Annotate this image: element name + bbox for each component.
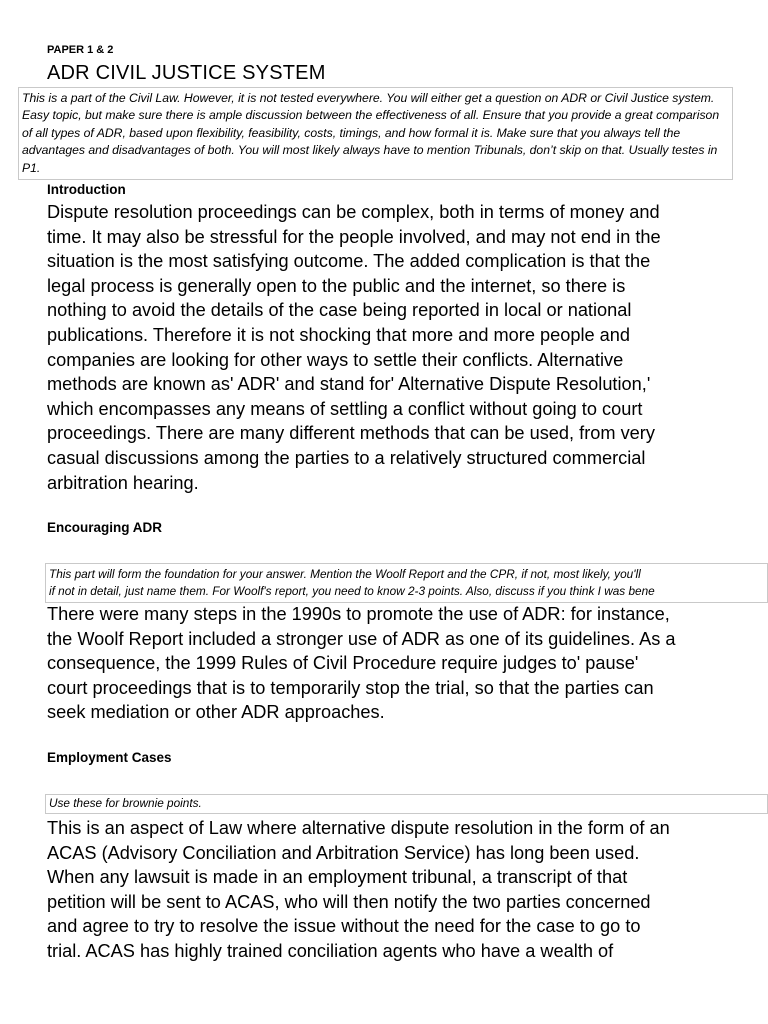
instruction-note-box <box>18 87 733 180</box>
section-heading-encouraging-adr: Encouraging ADR <box>47 520 163 535</box>
paragraph-line: and agree to try to resolve the issue without the need for the case to go to <box>47 916 641 937</box>
paragraph-line: which encompasses any means of settling a conflict without going to court <box>47 398 643 419</box>
paragraph-line: companies are looking for other ways to settle their conflicts. Alternative <box>47 349 624 370</box>
paragraph-line: casual discussions among the parties to a relatively structured commercial <box>47 447 646 468</box>
paragraph-line: methods are known as' ADR' and stand for' Alternative Dispute Resolution,' <box>47 374 651 395</box>
employment-cases-paragraph <box>47 816 747 964</box>
paragraph-line: situation is the most satisfying outcome. The added complication is that the <box>47 251 651 272</box>
paragraph-line: nothing to avoid the details of the case being reported in local or national <box>47 300 632 321</box>
paragraph-line: legal process is generally open to the public and the internet, so there is <box>47 275 626 296</box>
instruction-note-text: This is a part of the Civil Law. However, it is not tested everywhere. You will either get a question on ADR or Civil Justice system. Easy topic, but make sure there is ample discussion between the effectiveness of all. Ensure that you provide a great comparison of all types of ADR, based upon flexibility, feasibility, costs, timings, and how formal it is. Make sure that you always tell the advantages and disadvantages of both. You will most likely always have to mention Tribunals, don’t skip on that. Usually testes in P1. <box>22 91 720 175</box>
paragraph-line: the Woolf Report included a stronger use of ADR as one of its guidelines. As a <box>47 628 676 649</box>
paragraph-line: Dispute resolution proceedings can be complex, both in terms of money and <box>47 202 660 222</box>
page-title: ADR CIVIL JUSTICE SYSTEM <box>47 62 326 84</box>
paragraph-line: This is an aspect of Law where alternative dispute resolution in the form of an <box>47 818 670 838</box>
paragraph-line: petition will be sent to ACAS, who will then notify the two parties concerned <box>47 891 651 912</box>
paragraph-line: There were many steps in the 1990s to promote the use of ADR: for instance, <box>47 604 670 624</box>
brownie-note-box <box>45 794 768 814</box>
paragraph-line: publications. Therefore it is not shocking that more and more people and <box>47 324 631 345</box>
paper-label: PAPER 1 & 2 <box>47 44 114 56</box>
woolf-note-box <box>45 563 768 603</box>
paragraph-line: arbitration hearing. <box>47 472 199 493</box>
section-heading-employment-cases: Employment Cases <box>47 750 172 765</box>
paragraph-line: ACAS (Advisory Conciliation and Arbitration Service) has long been used. <box>47 842 640 863</box>
paragraph-line: trial. ACAS has highly trained conciliation agents who have a wealth of <box>47 940 614 961</box>
encouraging-adr-paragraph <box>47 602 747 725</box>
paragraph-line: proceedings. There are many different methods that can be used, from very <box>47 423 655 444</box>
paragraph-line: time. It may also be stressful for the people involved, and may not end in the <box>47 226 661 247</box>
section-heading-introduction: Introduction <box>47 182 126 197</box>
paragraph-line: court proceedings that is to temporarily stop the trial, so that the parties can <box>47 677 654 698</box>
paragraph-line: consequence, the 1999 Rules of Civil Procedure require judges to' pause' <box>47 653 639 674</box>
introduction-paragraph <box>47 200 747 495</box>
woolf-note-line: if not in detail, just name them. For Woolf's report, you need to know 2-3 points. Also, discuss if you think I was bene <box>49 583 655 598</box>
paragraph-line: When any lawsuit is made in an employment tribunal, a transcript of that <box>47 867 628 888</box>
brownie-note-text: Use these for brownie points. <box>49 796 202 810</box>
woolf-note-line: This part will form the foundation for your answer. Mention the Woolf Report and the CPR, if not, most likely, you'll <box>49 567 641 581</box>
paragraph-line: seek mediation or other ADR approaches. <box>47 702 385 723</box>
